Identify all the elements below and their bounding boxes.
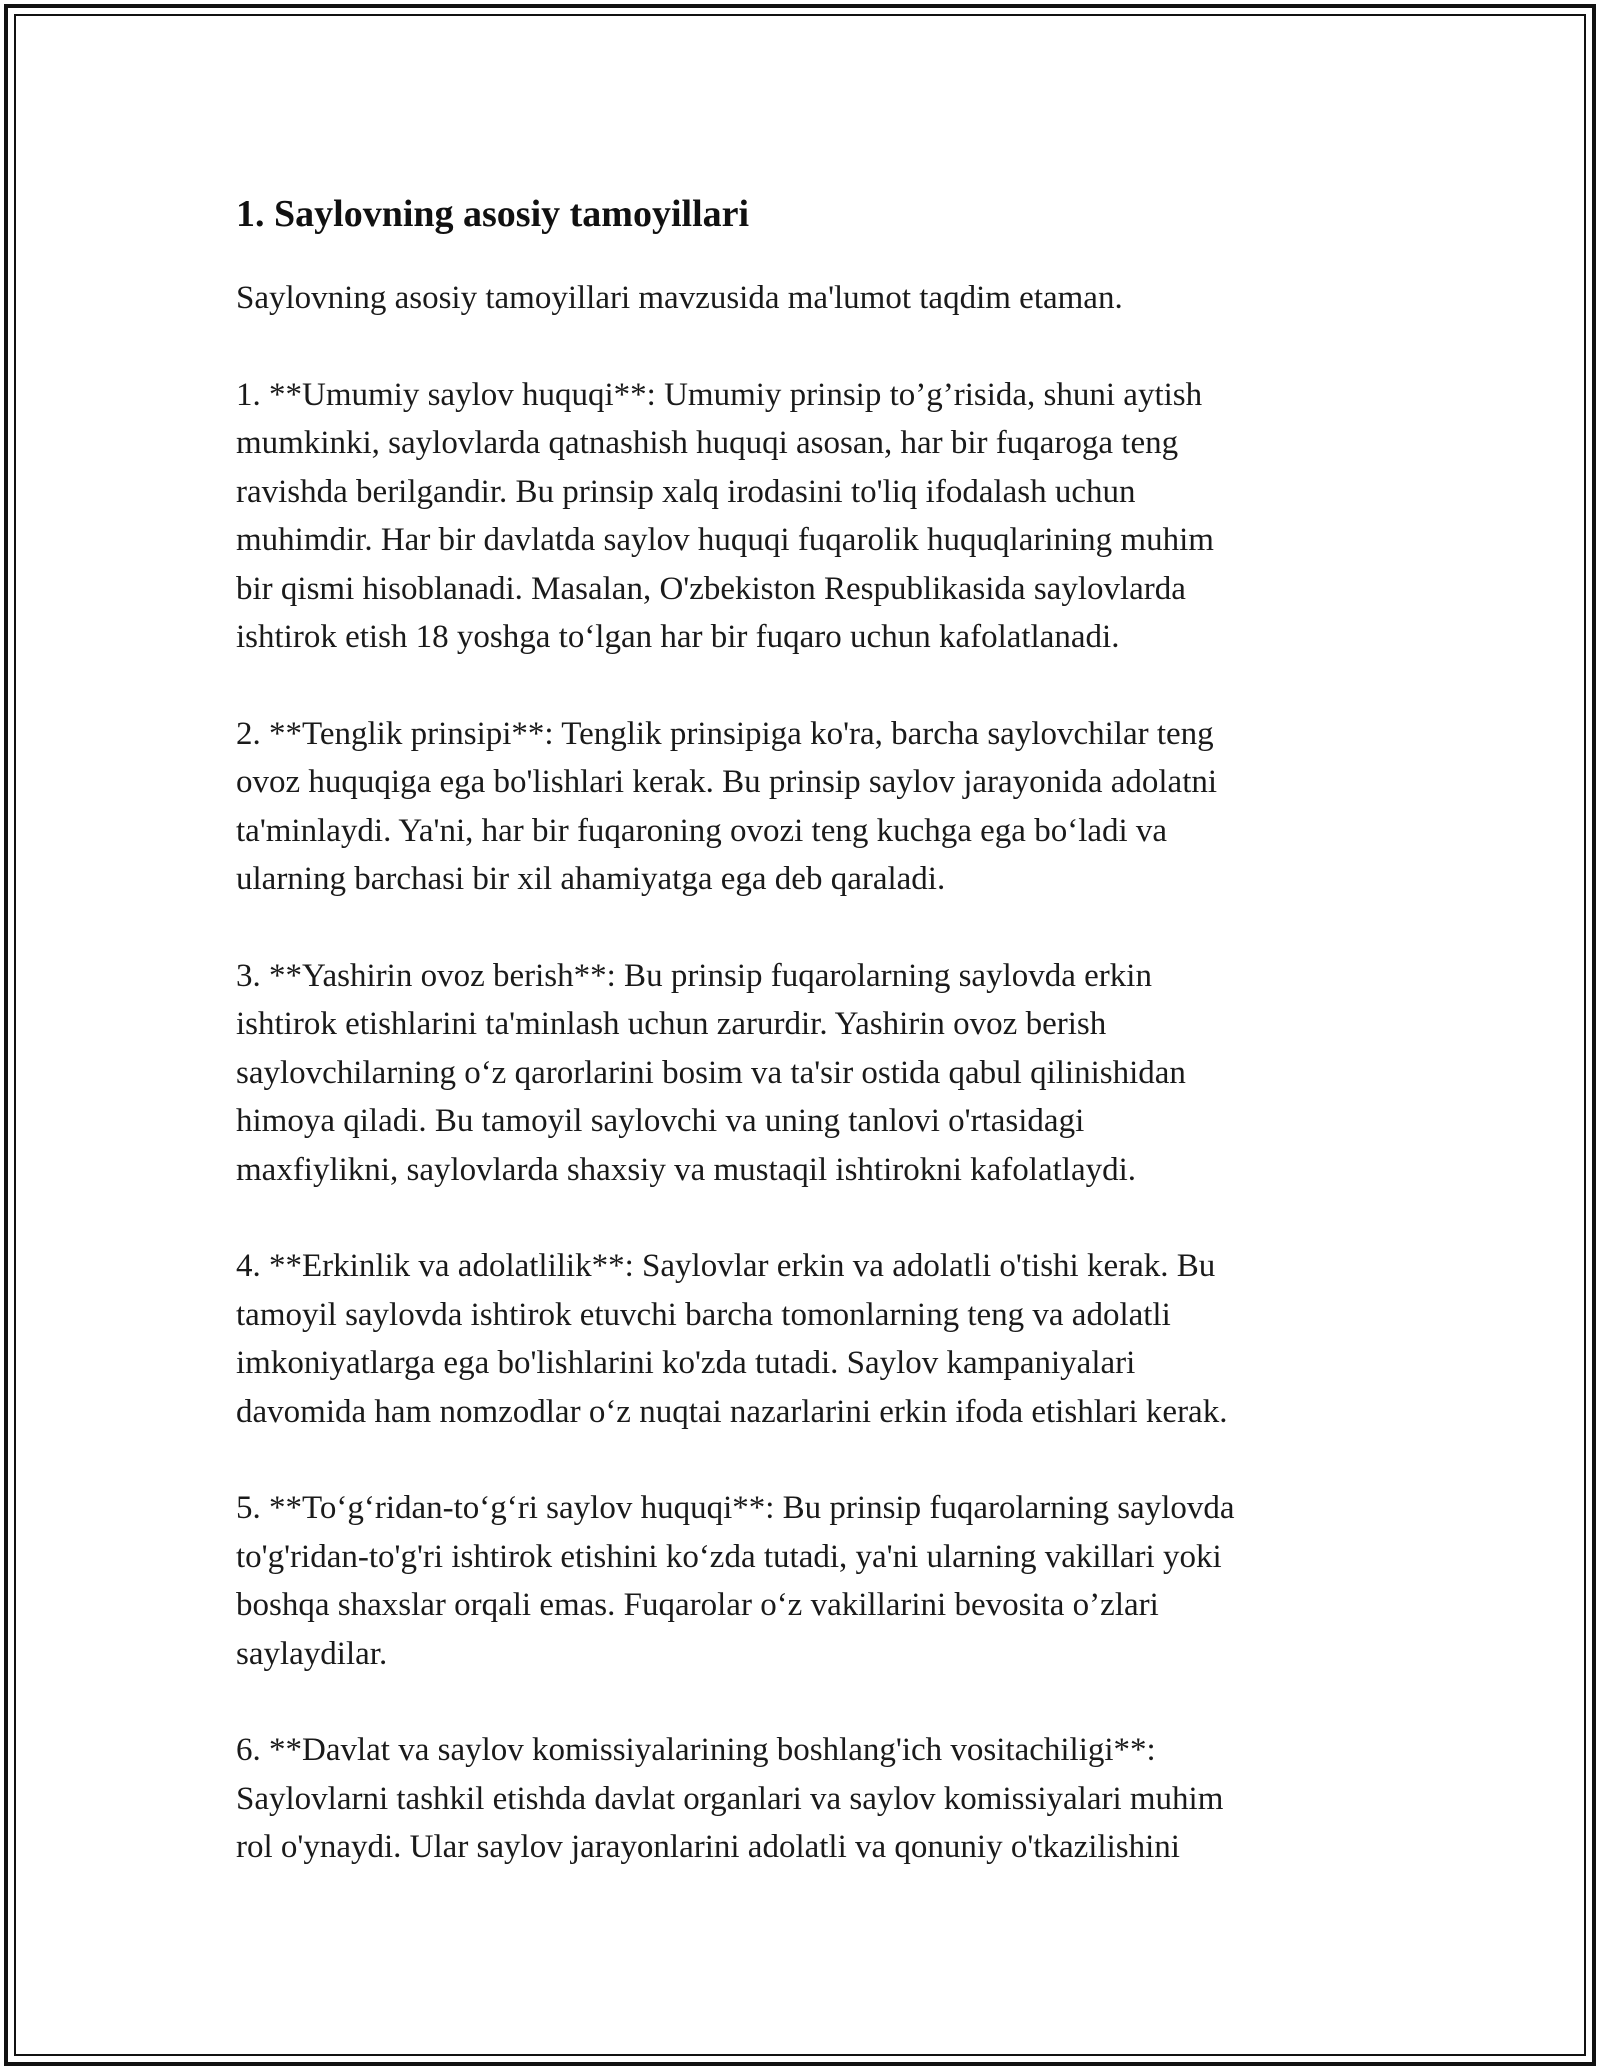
text-line: Saylovning asosiy tamoyillari mavzusida ma'lumot taqdim etaman. xyxy=(236,280,1123,316)
principle-1-paragraph xyxy=(236,371,1376,662)
principle-5-paragraph xyxy=(236,1484,1376,1678)
principle-6-paragraph xyxy=(236,1726,1376,1872)
text-line: saylaydilar. xyxy=(236,1635,388,1672)
text-line: ovoz huquqiga ega bo'lishlari kerak. Bu prinsip saylov jarayonida adolatni xyxy=(236,764,1218,800)
text-line: 4. **Erkinlik va adolatlilik**: Saylovlar erkin va adolatli o'tishi kerak. Bu xyxy=(236,1248,1216,1284)
text-line: ta'minlaydi. Ya'ni, har bir fuqaroning ovozi teng kuchga ega bo‘ladi va xyxy=(236,812,1168,849)
text-line: ishtirok etishlarini ta'minlash uchun zarurdir. Yashirin ovoz berish xyxy=(236,1006,1107,1042)
text-line: saylovchilarning o‘z qarorlarini bosim va ta'sir ostida qabul qilinishidan xyxy=(236,1054,1186,1091)
text-line: mumkinki, saylovlarda qatnashish huquqi asosan, har bir fuqaroga teng xyxy=(236,425,1179,461)
text-line: 6. **Davlat va saylov komissiyalarining boshlang'ich vositachiligi**: xyxy=(236,1732,1156,1768)
text-line: ravishda berilgandir. Bu prinsip xalq irodasini to'liq ifodalash uchun xyxy=(236,473,1136,510)
text-line: maxfiylikni, saylovlarda shaxsiy va mustaqil ishtirokni kafolatlaydi. xyxy=(236,1151,1137,1188)
text-line: muhimdir. Har bir davlatda saylov huquqi fuqarolik huquqlarining muhim xyxy=(236,522,1214,558)
text-line: to'g'ridan-to'g'ri ishtirok etishini ko‘zda tutadi, ya'ni ularning vakillari yoki xyxy=(236,1538,1222,1575)
principle-2-paragraph xyxy=(236,710,1376,904)
principle-4-paragraph xyxy=(236,1242,1376,1436)
document-body xyxy=(236,186,1376,1920)
text-line: ularning barchasi bir xil ahamiyatga ega deb qaraladi. xyxy=(236,861,946,897)
text-line: 3. **Yashirin ovoz berish**: Bu prinsip fuqarolarning saylovda erkin xyxy=(236,957,1152,994)
document-title: 1. Saylovning asosiy tamoyillari xyxy=(236,193,750,235)
text-line: Saylovlarni tashkil etishda davlat organlari va saylov komissiyalari muhim xyxy=(236,1780,1224,1817)
principle-3-paragraph xyxy=(236,952,1376,1195)
text-line: rol o'ynaydi. Ular saylov jarayonlarini adolatli va qonuniy o'tkazilishini xyxy=(236,1829,1180,1865)
text-line: tamoyil saylovda ishtirok etuvchi barcha tomonlarning teng va adolatli xyxy=(236,1296,1171,1333)
text-line: boshqa shaxslar orqali emas. Fuqarolar o‘z vakillarini bevosita o’zlari xyxy=(236,1587,1159,1623)
text-line: ishtirok etish 18 yoshga to‘lgan har bir fuqaro uchun kafolatlanadi. xyxy=(236,619,1120,655)
text-line: bir qismi hisoblanadi. Masalan, O'zbekiston Respublikasida saylovlarda xyxy=(236,570,1186,607)
intro-paragraph xyxy=(236,274,1376,323)
text-line: himoya qiladi. Bu tamoyil saylovchi va uning tanlovi o'rtasidagi xyxy=(236,1103,1085,1139)
text-line: imkoniyatlarga ega bo'lishlarini ko'zda tutadi. Saylov kampaniyalari xyxy=(236,1345,1136,1381)
text-line: 1. **Umumiy saylov huquqi**: Umumiy prinsip to’g’risida, shuni aytish xyxy=(236,376,1203,413)
text-line: 2. **Tenglik prinsipi**: Tenglik prinsipiga ko'ra, barcha saylovchilar teng xyxy=(236,715,1214,752)
text-line: 5. **To‘g‘ridan-to‘g‘ri saylov huquqi**: Bu prinsip fuqarolarning saylovda xyxy=(236,1490,1235,1526)
text-line: davomida ham nomzodlar o‘z nuqtai nazarlarini erkin ifoda etishlari kerak. xyxy=(236,1393,1228,1430)
